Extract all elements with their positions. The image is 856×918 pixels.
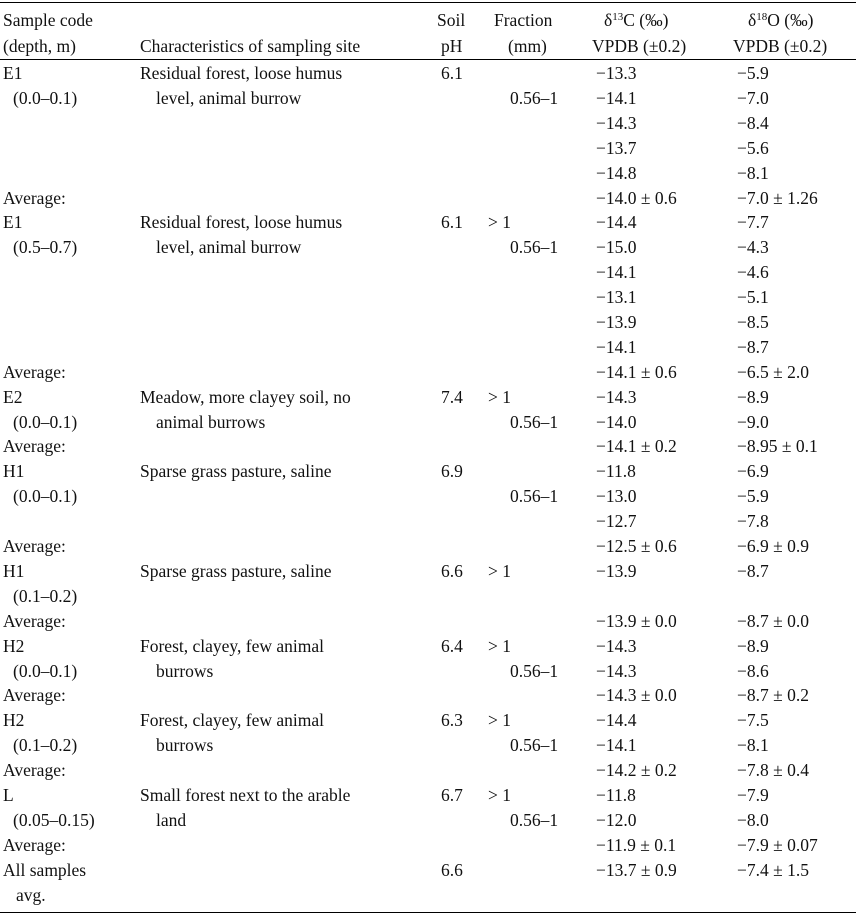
d18o-value: −4.3 — [737, 237, 769, 257]
sample-code: E1 — [3, 63, 23, 83]
header-d18o: $\delta^{18}O$ (‰) — [748, 10, 814, 30]
d18o-average: −7.0 ± 1.26 — [737, 188, 818, 208]
d13c-value: −14.3 — [596, 113, 637, 133]
soil-ph: 6.1 — [441, 63, 463, 83]
d13c-average: −14.1 ± 0.2 — [596, 436, 677, 456]
average-label: Average: — [3, 188, 66, 208]
fraction: > 1 — [488, 710, 511, 730]
d13c-value: −14.1 — [596, 337, 637, 357]
d13c-average: −14.0 ± 0.6 — [596, 188, 677, 208]
site-characteristics: Residual forest, loose humus — [140, 212, 343, 232]
sample-depth: (0.05–0.15) — [13, 810, 95, 830]
site-characteristics-cont: burrows — [156, 735, 214, 755]
fraction: > 1 — [488, 387, 511, 407]
fraction: 0.56–1 — [510, 237, 559, 257]
d13c-value: −13.0 — [596, 486, 637, 506]
site-characteristics-cont: burrows — [156, 661, 214, 681]
d18o-average: −8.7 ± 0.0 — [737, 611, 809, 631]
d18o-value: −5.9 — [737, 63, 769, 83]
d18o-value: −7.9 — [737, 785, 769, 805]
fraction: 0.56–1 — [510, 661, 559, 681]
site-characteristics-cont: level, animal burrow — [156, 88, 302, 108]
header-sample-code: Sample code — [3, 10, 93, 30]
soil-ph: 6.6 — [441, 561, 463, 581]
d18o-value: −5.6 — [737, 138, 769, 158]
d18o-value: −8.7 — [737, 337, 769, 357]
sample-code: H1 — [3, 461, 25, 481]
table-header-rule — [0, 59, 856, 60]
fraction: > 1 — [488, 785, 511, 805]
soil-ph: 7.4 — [441, 387, 463, 407]
table-top-rule — [0, 2, 856, 3]
d18o-average: −8.95 ± 0.1 — [737, 436, 818, 456]
fraction: 0.56–1 — [510, 88, 559, 108]
d13c-value: −11.8 — [596, 461, 636, 481]
d18o-value: −5.1 — [737, 287, 769, 307]
site-characteristics: Forest, clayey, few animal — [140, 636, 325, 656]
d18o-value: −8.9 — [737, 636, 769, 656]
d18o-value: −7.0 — [737, 88, 769, 108]
fraction: 0.56–1 — [510, 412, 559, 432]
d13c-value: −13.3 — [596, 63, 637, 83]
all-samples-label: All samples — [3, 860, 87, 880]
site-characteristics: Small forest next to the arable — [140, 785, 351, 805]
soil-ph: 6.9 — [441, 461, 463, 481]
d18o-value: −7.7 — [737, 212, 769, 232]
d13c-average: −11.9 ± 0.1 — [596, 835, 677, 855]
sample-code: H2 — [3, 636, 25, 656]
d13c-value: −14.3 — [596, 636, 637, 656]
d13c-value: −13.1 — [596, 287, 637, 307]
table-bottom-rule — [0, 912, 856, 913]
fraction: 0.56–1 — [510, 735, 559, 755]
d13c-value: −14.1 — [596, 88, 637, 108]
d13c-value: −14.3 — [596, 661, 637, 681]
d13c-value: −12.7 — [596, 511, 637, 531]
d13c-average: −12.5 ± 0.6 — [596, 536, 677, 556]
soil-ph: 6.4 — [441, 636, 463, 656]
d13c-value: −14.4 — [596, 710, 637, 730]
all-samples-label-cont: avg. — [16, 885, 46, 905]
soil-ph: 6.7 — [441, 785, 463, 805]
site-characteristics: Sparse grass pasture, saline — [140, 561, 332, 581]
header-vpdb-o: VPDB (±0.2) — [733, 36, 828, 56]
site-characteristics: Meadow, more clayey soil, no — [140, 387, 351, 407]
d18o-value: −8.1 — [737, 735, 769, 755]
average-label: Average: — [3, 436, 66, 456]
average-label: Average: — [3, 536, 66, 556]
average-label: Average: — [3, 835, 66, 855]
soil-ph: 6.1 — [441, 212, 463, 232]
site-characteristics: Residual forest, loose humus — [140, 63, 343, 83]
d18o-value: −8.5 — [737, 312, 769, 332]
d18o-average: −6.5 ± 2.0 — [737, 362, 809, 382]
d18o-value: −8.1 — [737, 163, 769, 183]
d18o-value: −4.6 — [737, 262, 769, 282]
d13c-value: −11.8 — [596, 785, 636, 805]
sample-depth: (0.5–0.7) — [13, 237, 78, 257]
d18o-average: −7.9 ± 0.07 — [737, 835, 818, 855]
d13c-value: −12.0 — [596, 810, 637, 830]
d18o-value: −6.9 — [737, 461, 769, 481]
site-characteristics-cont: level, animal burrow — [156, 237, 302, 257]
d13c-value: −13.9 — [596, 561, 637, 581]
header-depth: (depth, m) — [3, 36, 76, 56]
d13c-value: −13.7 — [596, 138, 637, 158]
sample-code: H1 — [3, 561, 25, 581]
header-fraction: Fraction — [494, 10, 553, 30]
fraction: 0.56–1 — [510, 810, 559, 830]
header-characteristics: Characteristics of sampling site — [140, 36, 361, 56]
fraction: > 1 — [488, 212, 511, 232]
d18o-average: −8.7 ± 0.2 — [737, 685, 809, 705]
sample-depth: (0.0–0.1) — [13, 88, 78, 108]
sample-code: H2 — [3, 710, 25, 730]
d18o-value: −8.4 — [737, 113, 769, 133]
d18o-value: −5.9 — [737, 486, 769, 506]
sample-depth: (0.0–0.1) — [13, 412, 78, 432]
average-label: Average: — [3, 685, 66, 705]
fraction: > 1 — [488, 561, 511, 581]
d18o-value: −7.8 — [737, 511, 769, 531]
d18o-value: −7.5 — [737, 710, 769, 730]
d13c-value: −15.0 — [596, 237, 637, 257]
sample-code: L — [3, 785, 14, 805]
site-characteristics-cont: land — [156, 810, 187, 830]
header-ph: pH — [441, 36, 463, 56]
d13c-value: −14.8 — [596, 163, 637, 183]
average-label: Average: — [3, 760, 66, 780]
d13c-average: −13.9 ± 0.0 — [596, 611, 677, 631]
d13c-average: −14.1 ± 0.6 — [596, 362, 677, 382]
site-characteristics: Forest, clayey, few animal — [140, 710, 325, 730]
d13c-value: −13.9 — [596, 312, 637, 332]
header-d13c: $\delta^{13}C$ (‰) — [604, 10, 669, 30]
d18o-average: −7.8 ± 0.4 — [737, 760, 809, 780]
soil-ph: 6.3 — [441, 710, 463, 730]
d13c-value: −14.1 — [596, 735, 637, 755]
d18o-average: −6.9 ± 0.9 — [737, 536, 809, 556]
d13c-average: −14.3 ± 0.0 — [596, 685, 677, 705]
site-characteristics: Sparse grass pasture, saline — [140, 461, 332, 481]
fraction: > 1 — [488, 636, 511, 656]
all-samples-d13c: −13.7 ± 0.9 — [596, 860, 677, 880]
d13c-value: −14.1 — [596, 262, 637, 282]
d13c-value: −14.4 — [596, 212, 637, 232]
sample-depth: (0.0–0.1) — [13, 661, 78, 681]
sample-depth: (0.0–0.1) — [13, 486, 78, 506]
sample-code: E1 — [3, 212, 23, 232]
sample-depth: (0.1–0.2) — [13, 735, 78, 755]
all-samples-ph: 6.6 — [441, 860, 463, 880]
d18o-value: −9.0 — [737, 412, 769, 432]
sample-depth: (0.1–0.2) — [13, 586, 78, 606]
average-label: Average: — [3, 362, 66, 382]
header-mm: (mm) — [508, 36, 547, 56]
header-soil: Soil — [437, 10, 466, 30]
d13c-average: −14.2 ± 0.2 — [596, 760, 677, 780]
all-samples-d18o: −7.4 ± 1.5 — [737, 860, 809, 880]
site-characteristics-cont: animal burrows — [156, 412, 266, 432]
average-label: Average: — [3, 611, 66, 631]
d18o-value: −8.0 — [737, 810, 769, 830]
d18o-value: −8.9 — [737, 387, 769, 407]
fraction: 0.56–1 — [510, 486, 559, 506]
d18o-value: −8.6 — [737, 661, 769, 681]
d18o-value: −8.7 — [737, 561, 769, 581]
header-vpdb-c: VPDB (±0.2) — [592, 36, 687, 56]
d13c-value: −14.3 — [596, 387, 637, 407]
d13c-value: −14.0 — [596, 412, 637, 432]
sample-code: E2 — [3, 387, 23, 407]
